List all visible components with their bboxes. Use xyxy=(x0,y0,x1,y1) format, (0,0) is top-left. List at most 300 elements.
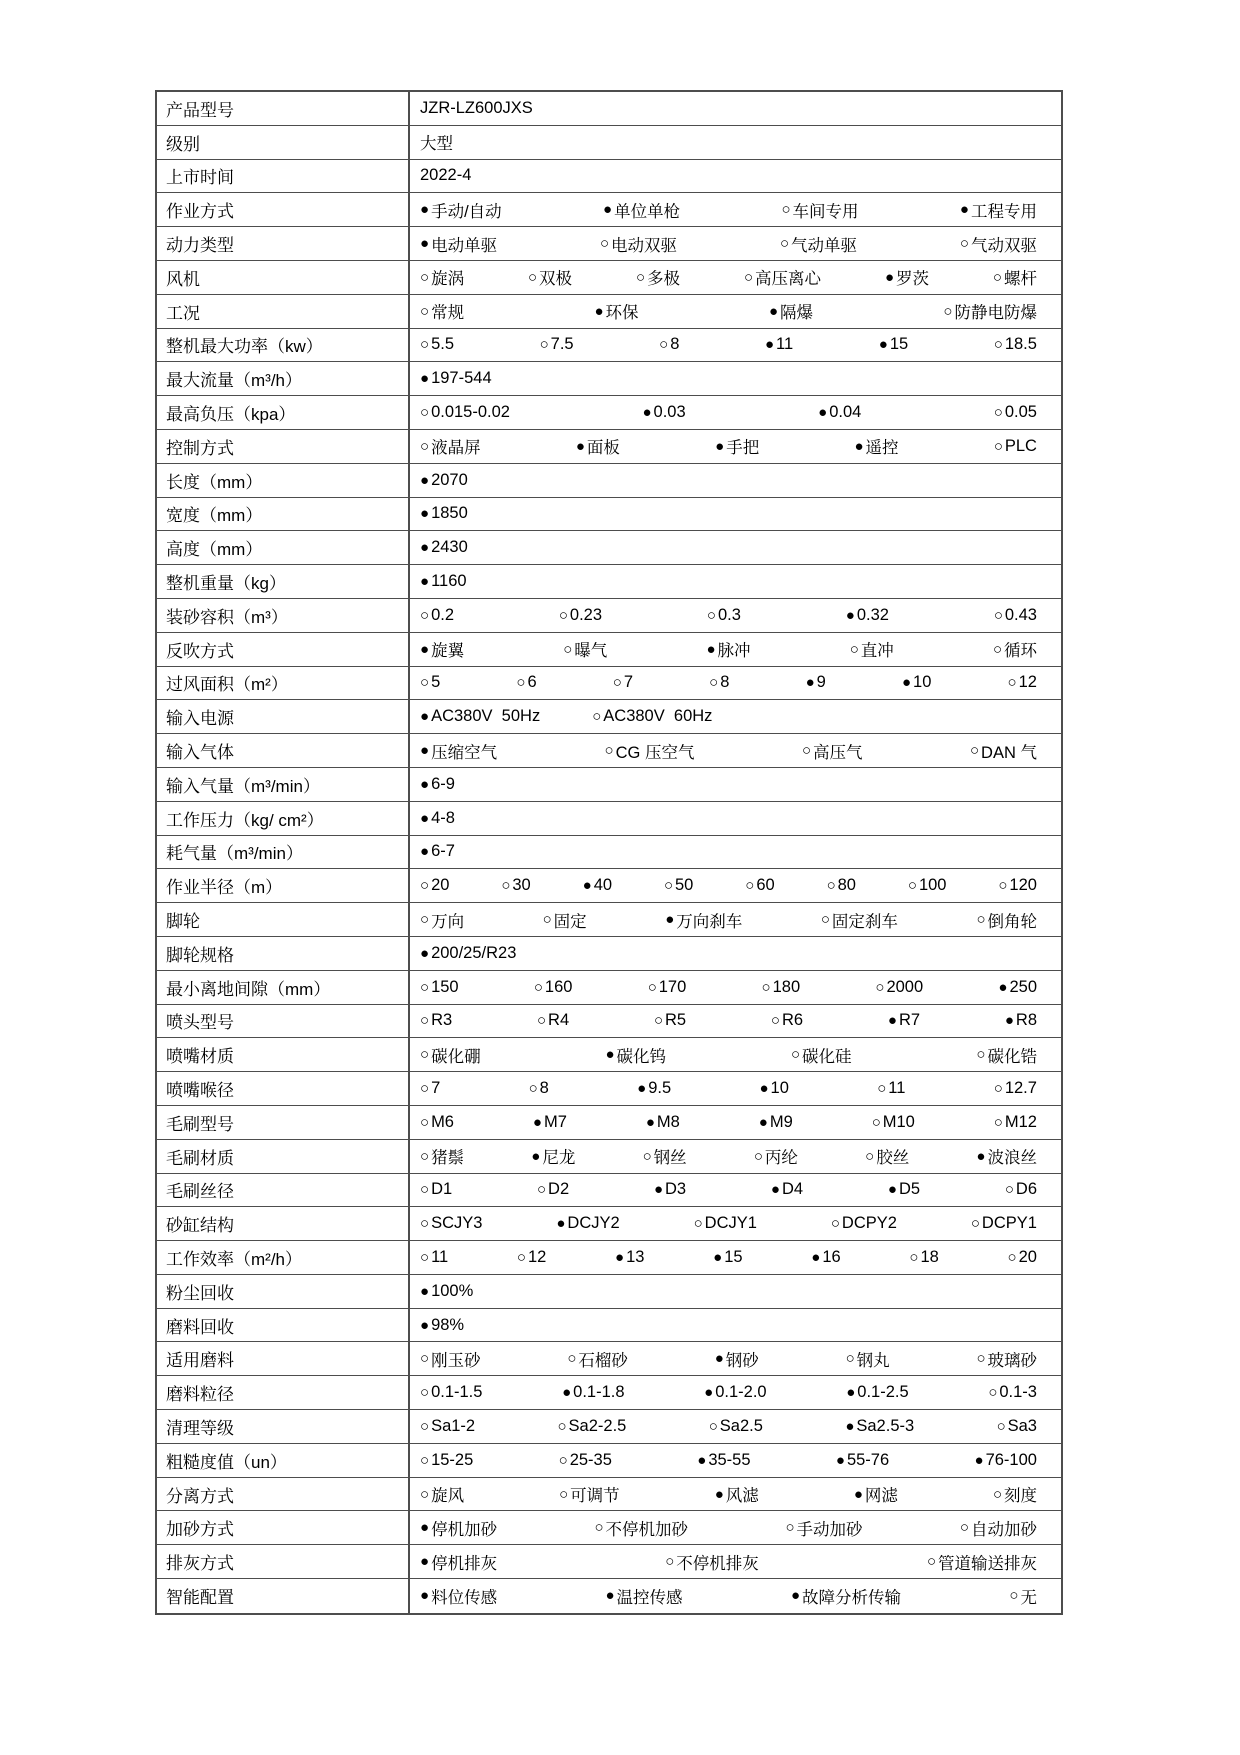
radio-empty-icon: ○ xyxy=(420,1181,430,1199)
row-label: 工作压力（kg/ cm²） xyxy=(157,802,410,835)
row-options xyxy=(410,1410,1061,1443)
radio-empty-icon: ○ xyxy=(785,1519,795,1537)
option-item xyxy=(1008,673,1037,692)
table-row xyxy=(157,160,1061,194)
radio-filled-icon: ● xyxy=(582,877,592,895)
radio-filled-icon: ● xyxy=(420,235,430,253)
option-item xyxy=(780,232,857,256)
option-item xyxy=(715,1347,759,1371)
radio-empty-icon: ○ xyxy=(779,235,789,253)
option-text: 钢砂 xyxy=(725,1351,759,1370)
row-label: 反吹方式 xyxy=(157,633,410,666)
radio-empty-icon: ○ xyxy=(1007,1248,1017,1266)
option-text: 6 xyxy=(527,673,537,692)
option-text: AC380V 50Hz xyxy=(431,707,541,726)
row-options xyxy=(410,261,1061,294)
row-options xyxy=(410,1072,1061,1105)
radio-filled-icon: ● xyxy=(556,1215,566,1233)
option-text: 11 xyxy=(776,335,794,354)
radio-filled-icon: ● xyxy=(420,775,430,793)
table-row xyxy=(157,1275,1061,1309)
option-item xyxy=(420,232,497,256)
radio-empty-icon: ○ xyxy=(865,1147,875,1165)
radio-filled-icon: ● xyxy=(846,1384,856,1402)
radio-empty-icon: ○ xyxy=(1009,1587,1019,1605)
radio-empty-icon: ○ xyxy=(998,877,1008,895)
radio-empty-icon: ○ xyxy=(976,1046,986,1064)
option-item xyxy=(759,1079,788,1098)
row-label: 分离方式 xyxy=(157,1478,410,1511)
radio-empty-icon: ○ xyxy=(420,1080,430,1097)
table-row xyxy=(157,1140,1061,1174)
radio-empty-icon: ○ xyxy=(516,1248,526,1266)
option-text: 5 xyxy=(431,673,441,692)
row-options xyxy=(410,227,1061,260)
radio-empty-icon: ○ xyxy=(993,1113,1003,1131)
option-item xyxy=(613,673,633,692)
option-item xyxy=(537,1011,569,1030)
row-options xyxy=(410,329,1061,362)
radio-empty-icon: ○ xyxy=(559,1485,569,1503)
row-label: 喷嘴材质 xyxy=(157,1038,410,1071)
radio-filled-icon: ● xyxy=(884,268,894,286)
option-text: 液晶屏 xyxy=(431,439,481,458)
option-text: R7 xyxy=(898,1011,921,1030)
option-text: 直冲 xyxy=(860,642,894,661)
option-text: Sa2.5-3 xyxy=(856,1416,915,1435)
option-item xyxy=(836,1451,889,1470)
row-options xyxy=(410,1579,1061,1613)
option-text: 20 xyxy=(431,876,450,895)
row-options xyxy=(410,1309,1061,1342)
radio-filled-icon: ● xyxy=(818,404,828,422)
radio-empty-icon: ○ xyxy=(992,268,1002,286)
table-row xyxy=(157,802,1061,836)
radio-empty-icon: ○ xyxy=(420,268,430,286)
radio-empty-icon: ○ xyxy=(420,1350,430,1368)
option-item xyxy=(664,876,693,895)
option-item xyxy=(534,978,573,997)
radio-empty-icon: ○ xyxy=(420,1215,430,1233)
option-text: 碳化锆 xyxy=(987,1047,1037,1066)
option-text: Sa3 xyxy=(1007,1416,1037,1435)
row-label: 磨料回收 xyxy=(157,1309,410,1342)
row-options xyxy=(410,700,1061,733)
radio-empty-icon: ○ xyxy=(420,1417,430,1435)
radio-filled-icon: ● xyxy=(562,1384,572,1402)
table-row xyxy=(157,1579,1061,1613)
radio-empty-icon: ○ xyxy=(993,404,1003,422)
table-row xyxy=(157,971,1061,1005)
option-item xyxy=(993,637,1037,661)
row-options xyxy=(410,633,1061,666)
option-item xyxy=(420,166,471,185)
row-options xyxy=(410,1174,1061,1207)
row-options xyxy=(410,1106,1061,1139)
table-row xyxy=(157,396,1061,430)
radio-filled-icon: ● xyxy=(615,1248,625,1266)
row-options xyxy=(410,464,1061,497)
option-text: 玻璃砂 xyxy=(987,1351,1037,1370)
radio-empty-icon: ○ xyxy=(992,640,1002,658)
radio-filled-icon: ● xyxy=(603,201,613,219)
radio-empty-icon: ○ xyxy=(993,437,1003,455)
option-item xyxy=(1009,1584,1037,1608)
radio-empty-icon: ○ xyxy=(594,1519,604,1537)
option-item xyxy=(420,1282,473,1301)
option-text: 波浪丝 xyxy=(987,1149,1037,1168)
radio-empty-icon: ○ xyxy=(790,1046,800,1064)
option-item xyxy=(517,1248,546,1267)
radio-empty-icon: ○ xyxy=(1004,1181,1014,1199)
option-text: 猪鬃 xyxy=(431,1149,465,1168)
option-text: 风滤 xyxy=(725,1487,759,1506)
option-item xyxy=(908,876,947,895)
option-item xyxy=(533,1113,567,1132)
row-options xyxy=(410,92,1061,125)
option-item xyxy=(420,1451,473,1470)
option-item xyxy=(888,1180,920,1199)
option-text: 0.04 xyxy=(829,403,862,422)
radio-filled-icon: ● xyxy=(713,1248,723,1266)
radio-empty-icon: ○ xyxy=(563,640,573,658)
radio-empty-icon: ○ xyxy=(647,978,657,996)
radio-empty-icon: ○ xyxy=(663,877,673,895)
option-text: M8 xyxy=(656,1112,680,1131)
radio-empty-icon: ○ xyxy=(420,336,430,354)
radio-filled-icon: ● xyxy=(605,1046,615,1064)
radio-empty-icon: ○ xyxy=(612,674,622,692)
option-item xyxy=(781,198,858,222)
option-item xyxy=(694,1214,757,1233)
option-item xyxy=(420,1417,475,1436)
row-label: 级别 xyxy=(157,126,410,159)
option-item xyxy=(420,606,454,625)
option-item xyxy=(975,1451,1037,1470)
option-text: Sa2-2.5 xyxy=(568,1416,627,1435)
table-row xyxy=(157,329,1061,363)
option-text: 自动加砂 xyxy=(970,1520,1037,1539)
option-text: R5 xyxy=(665,1011,687,1030)
row-options xyxy=(410,768,1061,801)
option-item xyxy=(654,1011,686,1030)
row-label: 耗气量（m³/min） xyxy=(157,836,410,869)
option-text: 网滤 xyxy=(864,1487,898,1506)
radio-filled-icon: ● xyxy=(976,1147,986,1165)
radio-filled-icon: ● xyxy=(420,742,430,760)
radio-empty-icon: ○ xyxy=(907,877,917,895)
radio-filled-icon: ● xyxy=(715,437,725,455)
row-label: 上市时间 xyxy=(157,160,410,193)
table-row xyxy=(157,1106,1061,1140)
option-text: 8 xyxy=(539,1079,549,1097)
radio-filled-icon: ● xyxy=(845,1417,855,1435)
row-label: 高度（mm） xyxy=(157,531,410,564)
table-row xyxy=(157,295,1061,329)
option-text: 1850 xyxy=(431,504,468,523)
radio-empty-icon: ○ xyxy=(528,1080,538,1097)
option-text: 电动双驱 xyxy=(611,236,678,255)
option-text: 胶丝 xyxy=(876,1149,910,1168)
option-item xyxy=(802,739,863,763)
radio-empty-icon: ○ xyxy=(592,708,602,726)
option-text: 万向 xyxy=(431,912,465,931)
option-text: 18 xyxy=(920,1247,939,1266)
radio-filled-icon: ● xyxy=(420,539,430,557)
option-item xyxy=(769,299,813,323)
option-text: 固定 xyxy=(553,912,587,931)
row-options xyxy=(410,1511,1061,1544)
option-item xyxy=(745,876,774,895)
option-text: 多极 xyxy=(647,270,681,289)
row-options xyxy=(410,498,1061,531)
option-text: 钢丝 xyxy=(653,1149,687,1168)
radio-empty-icon: ○ xyxy=(420,1046,430,1064)
option-item xyxy=(531,1144,575,1168)
radio-empty-icon: ○ xyxy=(988,1384,998,1402)
row-label: 脚轮 xyxy=(157,903,410,936)
option-text: 16 xyxy=(822,1247,841,1266)
row-options xyxy=(410,836,1061,869)
option-item xyxy=(420,1383,482,1402)
option-text: DCPY1 xyxy=(981,1214,1037,1233)
option-item xyxy=(643,1144,687,1168)
row-options xyxy=(410,1005,1061,1038)
option-text: 98% xyxy=(431,1315,465,1334)
row-options xyxy=(410,295,1061,328)
option-item xyxy=(420,1550,497,1574)
table-row xyxy=(157,667,1061,701)
option-item xyxy=(994,1113,1037,1132)
row-label: 输入气量（m³/min） xyxy=(157,768,410,801)
option-item xyxy=(420,538,468,557)
option-text: 1160 xyxy=(431,572,467,591)
table-row xyxy=(157,92,1061,126)
option-text: 4-8 xyxy=(431,808,455,827)
option-item xyxy=(559,1482,620,1506)
option-item xyxy=(771,1011,803,1030)
radio-filled-icon: ● xyxy=(653,1181,663,1199)
radio-filled-icon: ● xyxy=(805,674,815,692)
option-item xyxy=(845,1417,914,1436)
radio-filled-icon: ● xyxy=(420,1282,430,1300)
option-text: DCJY1 xyxy=(704,1214,757,1233)
option-item xyxy=(854,1482,898,1506)
radio-empty-icon: ○ xyxy=(533,978,543,996)
option-item xyxy=(420,809,455,828)
option-item xyxy=(994,335,1037,354)
option-text: 温控传感 xyxy=(616,1588,683,1607)
table-row xyxy=(157,903,1061,937)
table-row xyxy=(157,836,1061,870)
radio-filled-icon: ● xyxy=(420,505,430,523)
table-row xyxy=(157,633,1061,667)
row-options xyxy=(410,1376,1061,1409)
option-text: 丙纶 xyxy=(764,1149,798,1168)
option-item xyxy=(559,1451,612,1470)
option-text: 9.5 xyxy=(648,1079,672,1097)
option-text: 停机排灰 xyxy=(431,1554,498,1573)
option-text: 旋涡 xyxy=(431,270,465,289)
option-item xyxy=(420,1079,440,1098)
option-item xyxy=(846,1383,908,1402)
option-text: 0.03 xyxy=(653,403,686,422)
radio-filled-icon: ● xyxy=(845,606,855,624)
option-item xyxy=(420,299,464,323)
radio-empty-icon: ○ xyxy=(516,674,526,692)
radio-empty-icon: ○ xyxy=(753,1147,763,1165)
row-label: 整机重量（kg） xyxy=(157,565,410,598)
table-row xyxy=(157,768,1061,802)
option-item xyxy=(960,198,1037,222)
option-item xyxy=(885,265,929,289)
table-row xyxy=(157,1038,1061,1072)
row-label: 装砂容积（m³） xyxy=(157,599,410,632)
radio-empty-icon: ○ xyxy=(909,1248,919,1266)
option-text: 不停机排灰 xyxy=(676,1554,759,1573)
radio-empty-icon: ○ xyxy=(659,336,669,354)
option-text: 9 xyxy=(816,673,826,692)
option-item xyxy=(420,471,468,490)
option-text: 2070 xyxy=(431,470,468,489)
option-item xyxy=(556,1214,619,1233)
option-text: 0.1-2.0 xyxy=(715,1383,767,1402)
row-label: 过风面积（m²） xyxy=(157,667,410,700)
option-item xyxy=(715,1482,759,1506)
radio-empty-icon: ○ xyxy=(542,911,552,929)
row-options xyxy=(410,1275,1061,1308)
radio-empty-icon: ○ xyxy=(761,978,771,996)
option-item xyxy=(879,335,908,354)
option-item xyxy=(540,335,574,354)
table-row xyxy=(157,1545,1061,1579)
option-text: 2000 xyxy=(886,977,924,996)
option-item xyxy=(659,335,679,354)
option-item xyxy=(420,707,540,726)
option-text: 隔爆 xyxy=(780,304,813,323)
row-options xyxy=(410,565,1061,598)
option-text: 双极 xyxy=(539,270,573,289)
option-text: 不停机加砂 xyxy=(605,1520,689,1539)
radio-filled-icon: ● xyxy=(1004,1012,1014,1030)
radio-filled-icon: ● xyxy=(835,1451,845,1469)
radio-filled-icon: ● xyxy=(704,1384,714,1402)
spec-table xyxy=(155,90,1063,1615)
option-text: 160 xyxy=(544,977,573,996)
radio-empty-icon: ○ xyxy=(745,877,755,895)
option-text: M12 xyxy=(1004,1112,1037,1131)
row-label: 毛刷型号 xyxy=(157,1106,410,1139)
radio-empty-icon: ○ xyxy=(976,911,986,929)
option-item xyxy=(976,1347,1037,1371)
radio-filled-icon: ● xyxy=(420,201,430,219)
radio-empty-icon: ○ xyxy=(708,1417,718,1435)
table-row xyxy=(157,1309,1061,1343)
option-text: 0.2 xyxy=(431,605,454,624)
row-label: 适用磨料 xyxy=(157,1342,410,1375)
radio-empty-icon: ○ xyxy=(420,404,430,422)
option-text: 0.32 xyxy=(856,605,889,624)
row-options xyxy=(410,869,1061,902)
radio-filled-icon: ● xyxy=(998,978,1008,996)
radio-empty-icon: ○ xyxy=(976,1350,986,1368)
radio-empty-icon: ○ xyxy=(959,1519,969,1537)
table-row xyxy=(157,126,1061,160)
radio-empty-icon: ○ xyxy=(420,1113,430,1131)
option-text: 尼龙 xyxy=(542,1149,576,1168)
row-label: 风机 xyxy=(157,261,410,294)
radio-empty-icon: ○ xyxy=(943,302,953,320)
option-text: 100 xyxy=(918,876,947,895)
table-row xyxy=(157,869,1061,903)
option-text: DCPY2 xyxy=(841,1214,897,1233)
row-label: 排灰方式 xyxy=(157,1545,410,1578)
row-label: 长度（mm） xyxy=(157,464,410,497)
option-text: 0.1-2.5 xyxy=(857,1383,909,1402)
option-text: 单位单枪 xyxy=(614,202,681,221)
radio-filled-icon: ● xyxy=(770,1181,780,1199)
option-text: 170 xyxy=(658,977,687,996)
option-text: 压缩空气 xyxy=(431,743,498,762)
radio-filled-icon: ● xyxy=(420,708,430,726)
row-options xyxy=(410,734,1061,767)
option-text: 脉冲 xyxy=(717,642,751,661)
option-item xyxy=(594,299,638,323)
option-text: 手把 xyxy=(726,439,760,458)
option-item xyxy=(971,1214,1037,1233)
table-row xyxy=(157,700,1061,734)
row-options xyxy=(410,126,1061,159)
option-item xyxy=(592,707,712,726)
option-item xyxy=(420,673,440,692)
row-label: 磨料粒径 xyxy=(157,1376,410,1409)
option-item xyxy=(976,1043,1037,1067)
row-label: 工作效率（m²/h） xyxy=(157,1241,410,1274)
option-item xyxy=(846,1347,890,1371)
radio-filled-icon: ● xyxy=(420,1553,430,1571)
option-text: 2430 xyxy=(431,538,468,557)
table-row xyxy=(157,261,1061,295)
option-item xyxy=(557,1417,626,1436)
row-label: 最小离地间隙（mm） xyxy=(157,971,410,1004)
option-text: 0.1-1.8 xyxy=(573,1383,625,1402)
option-item xyxy=(420,1347,481,1371)
option-item xyxy=(785,1516,862,1540)
option-item xyxy=(771,1180,803,1199)
radio-empty-icon: ○ xyxy=(653,1012,663,1030)
option-text: 80 xyxy=(837,876,856,895)
row-options xyxy=(410,1241,1061,1274)
option-item xyxy=(960,232,1037,256)
option-text: 10 xyxy=(770,1079,789,1097)
row-options xyxy=(410,396,1061,429)
option-item xyxy=(420,265,464,289)
row-label: 宽度（mm） xyxy=(157,498,410,531)
option-text: 万向刹车 xyxy=(676,912,743,931)
option-item xyxy=(605,1584,682,1608)
option-text: PLC xyxy=(1004,436,1037,455)
radio-empty-icon: ○ xyxy=(635,268,646,286)
option-item xyxy=(583,876,612,895)
radio-empty-icon: ○ xyxy=(539,336,549,354)
option-text: 2022-4 xyxy=(420,166,472,185)
row-label: 智能配置 xyxy=(157,1579,410,1613)
row-label: 喷头型号 xyxy=(157,1005,410,1038)
option-text: 0.23 xyxy=(569,605,603,624)
option-text: 100% xyxy=(431,1281,474,1300)
option-item xyxy=(993,1482,1037,1506)
option-text: JZR-LZ600JXS xyxy=(420,98,533,117)
